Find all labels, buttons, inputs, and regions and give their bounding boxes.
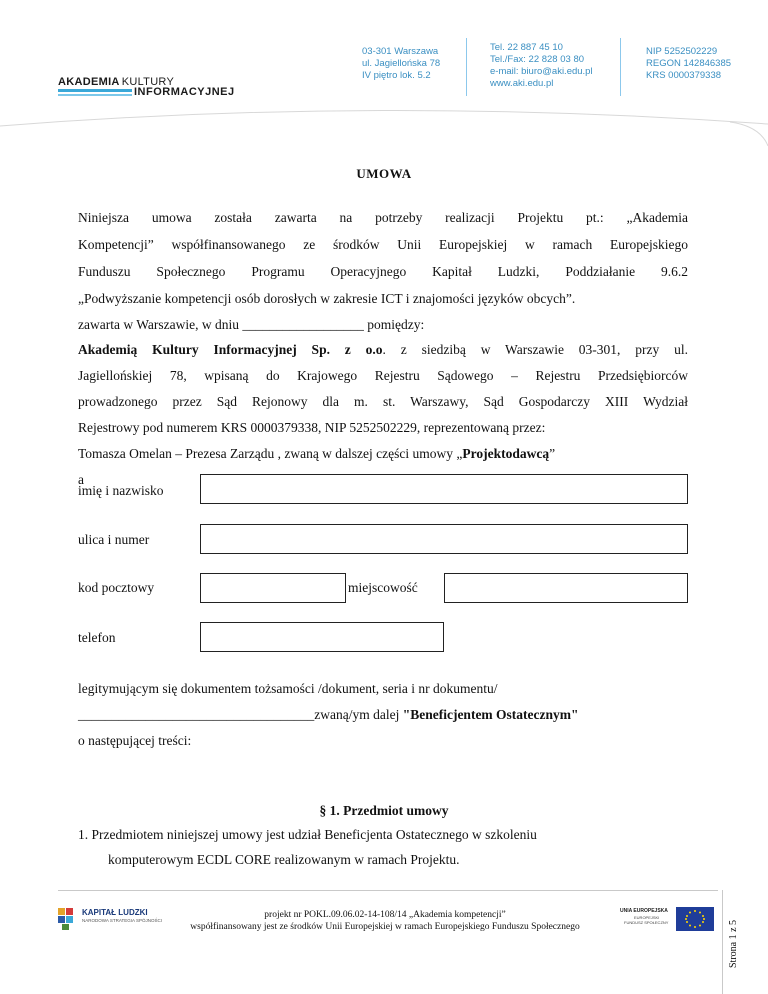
city-field[interactable] (444, 573, 688, 603)
representative-line: Tomasza Omelan – Prezesa Zarządu , zwaną w dalszej części umowy „Projektodawcą” (78, 446, 556, 461)
street-label: ulica i numer (78, 532, 150, 547)
header-registry: NIP 5252502229 REGON 142846385 KRS 0000379338 (646, 46, 732, 81)
date-line: zawarta w Warszawie, w dniu __________________ pomiędzy: (78, 317, 425, 332)
header-contact: Tel. 22 887 45 10 Tel./Fax: 22 828 03 80 e-mail: biuro@aki.edu.pl www.aki.edu.pl (490, 42, 593, 89)
content-line: o następującej treści: (78, 733, 192, 748)
party-line: Jagiellońskiej 78, wpisaną do Krajowego Rejestru Sądowego – Rejestru Przedsiębiorców (78, 368, 688, 383)
footer-side-divider (722, 890, 723, 994)
intro-line: Funduszu Społecznego Programu Operacyjnego Kapitał Ludzki, Poddziałanie 9.6.2 (78, 264, 688, 279)
eu-logo: UNIA EUROPEJSKA EUROPEJSKI FUNDUSZ SPOŁECZNY (620, 906, 720, 934)
phone-label: telefon (78, 630, 116, 645)
postcode-field[interactable] (200, 573, 346, 603)
party-line: Rejestrowy pod numerem KRS 0000379338, NIP 5252502229, reprezentowaną przez: (78, 420, 546, 435)
eu-flag-icon (676, 907, 714, 931)
kapital-ludzki-logo: KAPITAŁ LUDZKI NARODOWA STRATEGIA SPÓJNOŚCI (56, 904, 176, 934)
header-decoration (0, 86, 768, 156)
kl-emblem-icon (56, 906, 78, 932)
header-address: 03-301 Warszawa ul. Jagiellońska 78 IV piętro lok. 5.2 (362, 46, 441, 81)
intro-line: Kompetencji” współfinansowanego ze środków Unii Europejskiej w ramach Europejskiego (78, 237, 688, 252)
phone-field[interactable] (200, 622, 444, 652)
party-line: Akademią Kultury Informacyjnej Sp. z o.o. z siedzibą w Warszawie 03-301, przy ul. (78, 342, 688, 357)
footer-funding-line: współfinansowany jest ze środków Unii Europejskiej w ramach Europejskiego Funduszu Społecznego (190, 922, 580, 932)
page-number: Strona 1 z 5 (728, 919, 739, 968)
conjunction: a (78, 472, 84, 487)
name-label: imię i nazwisko (78, 483, 164, 498)
beneficiary-line: ___________________________________zwaną/ym dalej "Beneficjentem Ostatecznym" (78, 707, 579, 722)
id-line: legitymującym się dokumentem tożsamości /dokument, seria i nr dokumentu/ (78, 681, 498, 696)
street-field[interactable] (200, 524, 688, 554)
footer-divider (58, 890, 718, 891)
city-label: miejscowość (348, 580, 418, 595)
document-title: UMOWA (356, 166, 412, 181)
company-logo: AKADEMIA KULTURY INFORMACYJNEJ (58, 76, 235, 98)
party-line: prowadzonego przez Sąd Rejonowy dla m. st. Warszawy, Sąd Gospodarczy XIII Wydział (78, 394, 688, 409)
postcode-label: kod pocztowy (78, 580, 155, 595)
name-field[interactable] (200, 474, 688, 504)
intro-line: „Podwyższanie kompetencji osób dorosłych w zakresie ICT i znajomości języków obcych”. (78, 291, 576, 306)
section-line: 1. Przedmiotem niniejszej umowy jest udział Beneficjenta Ostatecznego w szkoleniu (78, 827, 537, 842)
intro-line: Niniejsza umowa została zawarta na potrzeby realizacji Projektu pt.: „Akademia (78, 210, 688, 225)
section-line: komputerowym ECDL CORE realizowanym w ramach Projektu. (108, 852, 460, 867)
footer-project-line: projekt nr POKL.09.06.02-14-108/14 „Akademia kompetencji” (264, 910, 506, 920)
section-title: § 1. Przedmiot umowy (319, 803, 449, 818)
